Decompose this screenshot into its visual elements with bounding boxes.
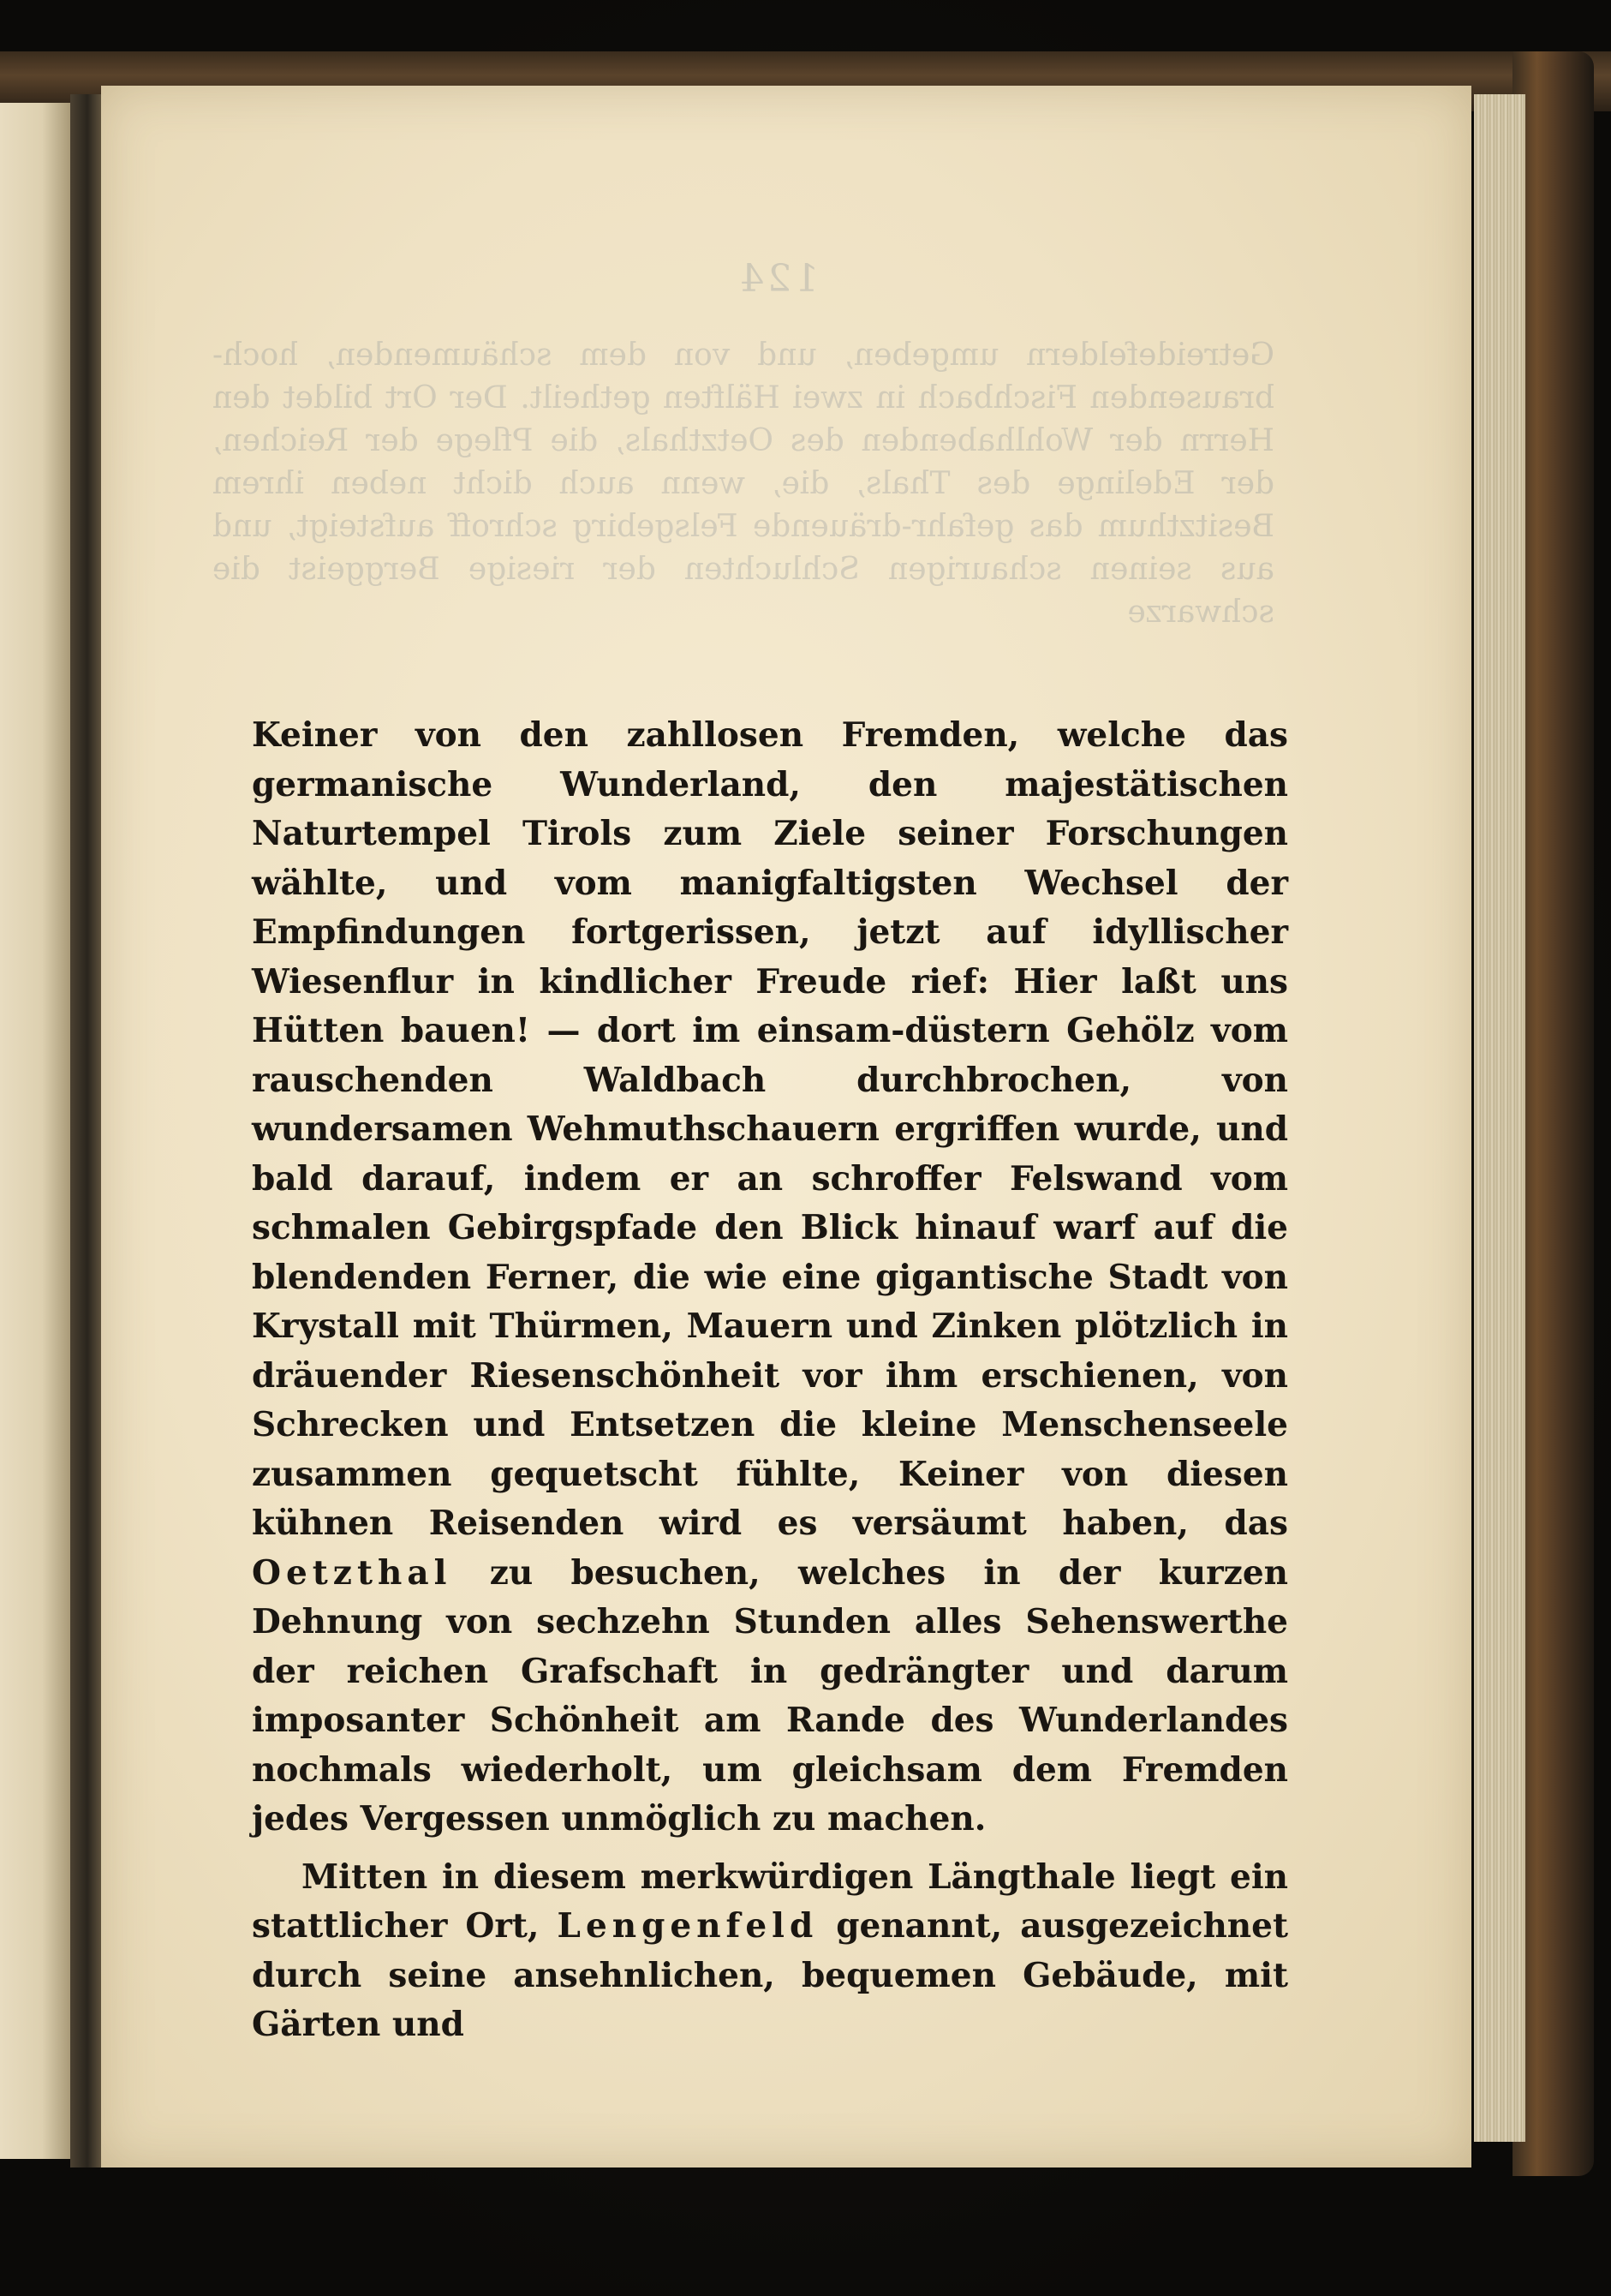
text-run: zu besuchen, welches in der kurzen Dehnung von sechzehn Stunden alles Sehenswerthe der reichen Grafschaft in gedrängter und darum imposanter Schönheit am Rande des Wunderlandes nochmals wiederholt, um gleichsam dem Fremden jedes Vergessen unmöglich zu machen. (252, 1552, 1288, 1839)
text-run: Keiner von den zahllosen Fremden, welche das germanische Wunderland, den majestätischen Naturtempel Tirols zum Ziele seiner Forschungen wählte, und vom manigfaltigsten Wechsel der Empfindungen fortgerissen, jetzt auf idyllischer Wiesenflur in kindlicher Freude rief: Hier laßt uns Hütten bauen! — dort im einsam-düstern Gehölz vom rauschenden Waldbach durchbrochen, von wundersamen Wehmuthschauern ergriffen wurde, und bald darauf, indem er an schroffer Felswand vom schmalen Gebirgspfade den Blick hinauf warf auf die blendenden Ferner, die wie eine gigantische Stadt von Krystall mit Thürmen, Mauern und Zinken plötzlich in dräuender Riesenschönheit vor ihm erschienen, von Schrecken und Entsetzen die kleine Menschenseele zusammen gequetscht fühlte, Keiner von diesen kühnen Reisenden wird es versäumt haben, das (252, 715, 1288, 1543)
show-through-text: Getreidefeldern umgeben, und von dem schäumenden, hoch-brausenden Fischbach in zwei Hälften getheilt. Der Ort bildet den Herrn der Wohlhabenden des Oetzthals, die Pflege der Reichen, der Edelinge des Thals, die, wenn auch dicht neben ihrem Besitzthum das gefahr-dräuende Felsgebirg schroff aufsteigt, und aus seinen schaurigen Schluchten der riesige Berggeist die schwarze (212, 338, 1274, 630)
left-page-edge (0, 103, 73, 2159)
place-name-lengenfeld: Lengenfeld (557, 1906, 819, 1946)
book-page (101, 86, 1471, 2167)
paragraph-1 (252, 711, 1288, 1845)
paragraph-2 (252, 1853, 1288, 2050)
place-name-oetzthal: Oetzthal (252, 1552, 452, 1593)
text-run: genannt, ausgezeichnet durch seine ansehnlichen, bequemen Gebäude, mit Gärten und (252, 1906, 1288, 2044)
body-text (252, 711, 1288, 2050)
page-number: 124 (737, 257, 819, 301)
page-stack-edges (1474, 94, 1525, 2142)
text-run: Mitten in diesem merkwürdigen Längthale liegt ein stattlicher Ort, (252, 1857, 1288, 1946)
book-gutter (70, 94, 104, 2167)
